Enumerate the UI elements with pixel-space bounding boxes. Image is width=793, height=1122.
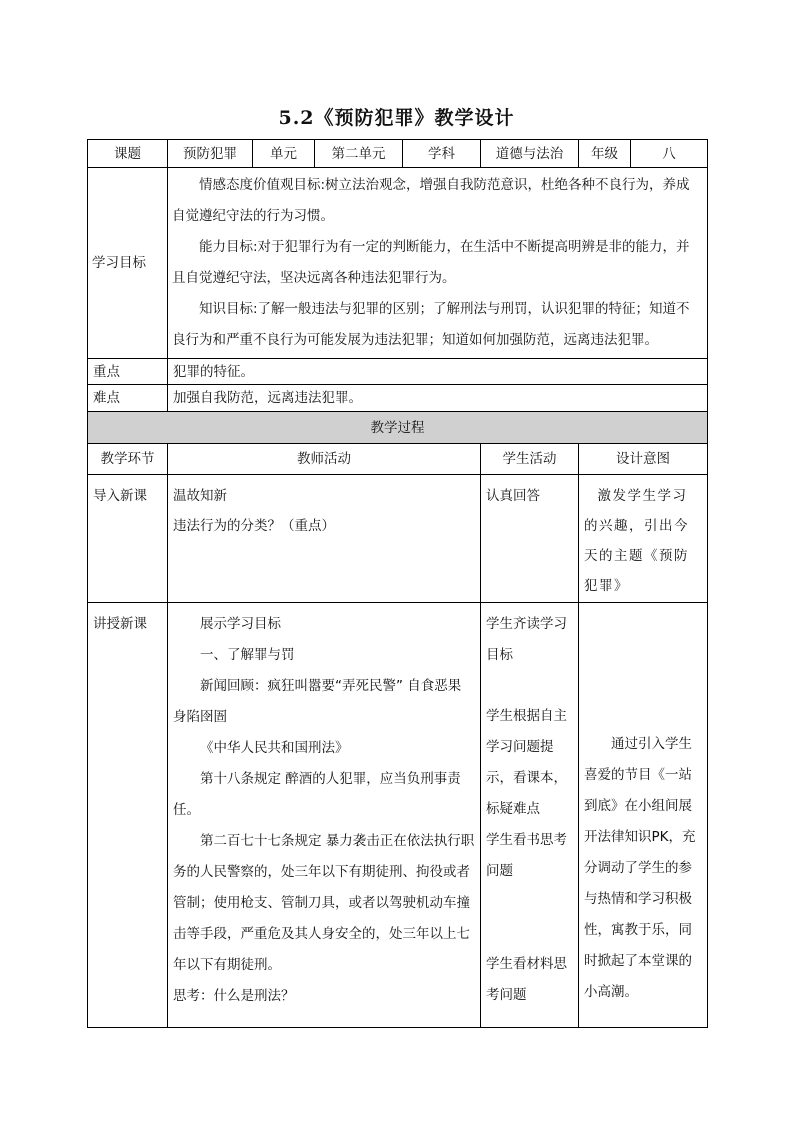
process-header-row <box>88 412 708 444</box>
lecture-student-line: 学生看书思考问题 <box>486 832 567 879</box>
knowledge-objective: 知识目标:了解一般违法与犯罪的区别；了解刑法与刑罚，认识犯罪的特征；知道不良行为和严重不良行为可能发展为违法犯罪；知道如何加强防范，远离违法犯罪。 <box>172 301 690 348</box>
lecture-student-line: 学生齐读学习目标 <box>486 616 567 663</box>
lecture-stage: 讲授新课 <box>88 603 168 1028</box>
objectives-row <box>88 168 708 359</box>
objectives-label: 学习目标 <box>88 168 168 359</box>
subject-value: 道德与法治 <box>481 140 579 168</box>
lecture-teacher-line: 思考：什么是刑法？ <box>173 988 295 1004</box>
difficulty-value: 加强自我防范，远离违法犯罪。 <box>168 385 708 412</box>
column-header-teacher: 教师活动 <box>168 444 481 475</box>
column-header-stage: 教学环节 <box>88 444 168 475</box>
lesson-plan-table <box>87 139 708 1028</box>
process-header: 教学过程 <box>88 412 708 444</box>
lecture-teacher-line: 第十八条规定 醉酒的人犯罪，应当负刑事责任。 <box>173 771 461 818</box>
intro-student: 认真回答 <box>481 475 579 603</box>
lecture-student-line: 学生根据自主学习问题提示，看课本，标疑难点 <box>486 708 567 817</box>
intro-row <box>88 475 708 603</box>
column-header-row <box>88 444 708 475</box>
lecture-teacher-line: 展示学习目标 <box>200 616 281 632</box>
column-header-intent: 设计意图 <box>579 444 708 475</box>
difficulty-label: 难点 <box>88 385 168 412</box>
lecture-teacher-line: 一、了解罪与罚 <box>200 647 295 663</box>
lecture-teacher-line: 《中华人民共和国刑法》 <box>200 740 349 756</box>
column-header-student: 学生活动 <box>481 444 579 475</box>
topic-value: 预防犯罪 <box>168 140 253 168</box>
intro-teacher-line: 违法行为的分类？（重点） <box>173 518 335 534</box>
document-title: 5.2《预防犯罪》教学设计 <box>278 107 515 129</box>
lecture-student-line: 学生看材料思考问题 <box>486 956 567 1003</box>
grade-label: 年级 <box>579 140 631 168</box>
lecture-teacher-line: 新闻回顾：疯狂叫嚣要“弄死民警” 自食恶果 身陷囹圄 <box>173 678 462 725</box>
subject-label: 学科 <box>403 140 481 168</box>
lecture-teacher-line: 第二百七十七条规定 暴力袭击正在依法执行职务的人民警察的，处三年以下有期徒刑、拘役或者管制；使用枪支、管制刀具，或者以驾驶机动车撞击等手段，严重危及其人身安全的，处三年以上七年以下有期徒刑。 <box>173 833 475 973</box>
difficulty-row <box>88 385 708 412</box>
topic-label: 课题 <box>88 140 168 168</box>
key-point-value: 犯罪的特征。 <box>168 359 708 385</box>
lecture-intent: 通过引入学生喜爱的节目《一站到底》在小组间展开法律知识PK，充分调动了学生的参与热情和学习积极性，寓教于乐，同时掀起了本堂课的小高潮。 <box>584 736 696 1000</box>
grade-value: 八 <box>631 140 708 168</box>
intro-intent: 激发学生学习的兴趣，引出今天的主题《预防犯罪》 <box>584 488 689 594</box>
lecture-row <box>88 603 708 1028</box>
intro-teacher-line: 温故知新 <box>173 488 227 504</box>
key-point-row <box>88 359 708 385</box>
unit-label: 单元 <box>253 140 315 168</box>
emotion-objective: 情感态度价值观目标:树立法治观念，增强自我防范意识，杜绝各种不良行为，养成自觉遵纪守法的行为习惯。 <box>172 177 690 224</box>
unit-value: 第二单元 <box>315 140 403 168</box>
intro-stage: 导入新课 <box>88 475 168 603</box>
key-point-label: 重点 <box>88 359 168 385</box>
info-row <box>88 140 708 168</box>
ability-objective: 能力目标:对于犯罪行为有一定的判断能力，在生活中不断提高明辨是非的能力，并且自觉遵纪守法，坚决远离各种违法犯罪行为。 <box>172 239 690 286</box>
